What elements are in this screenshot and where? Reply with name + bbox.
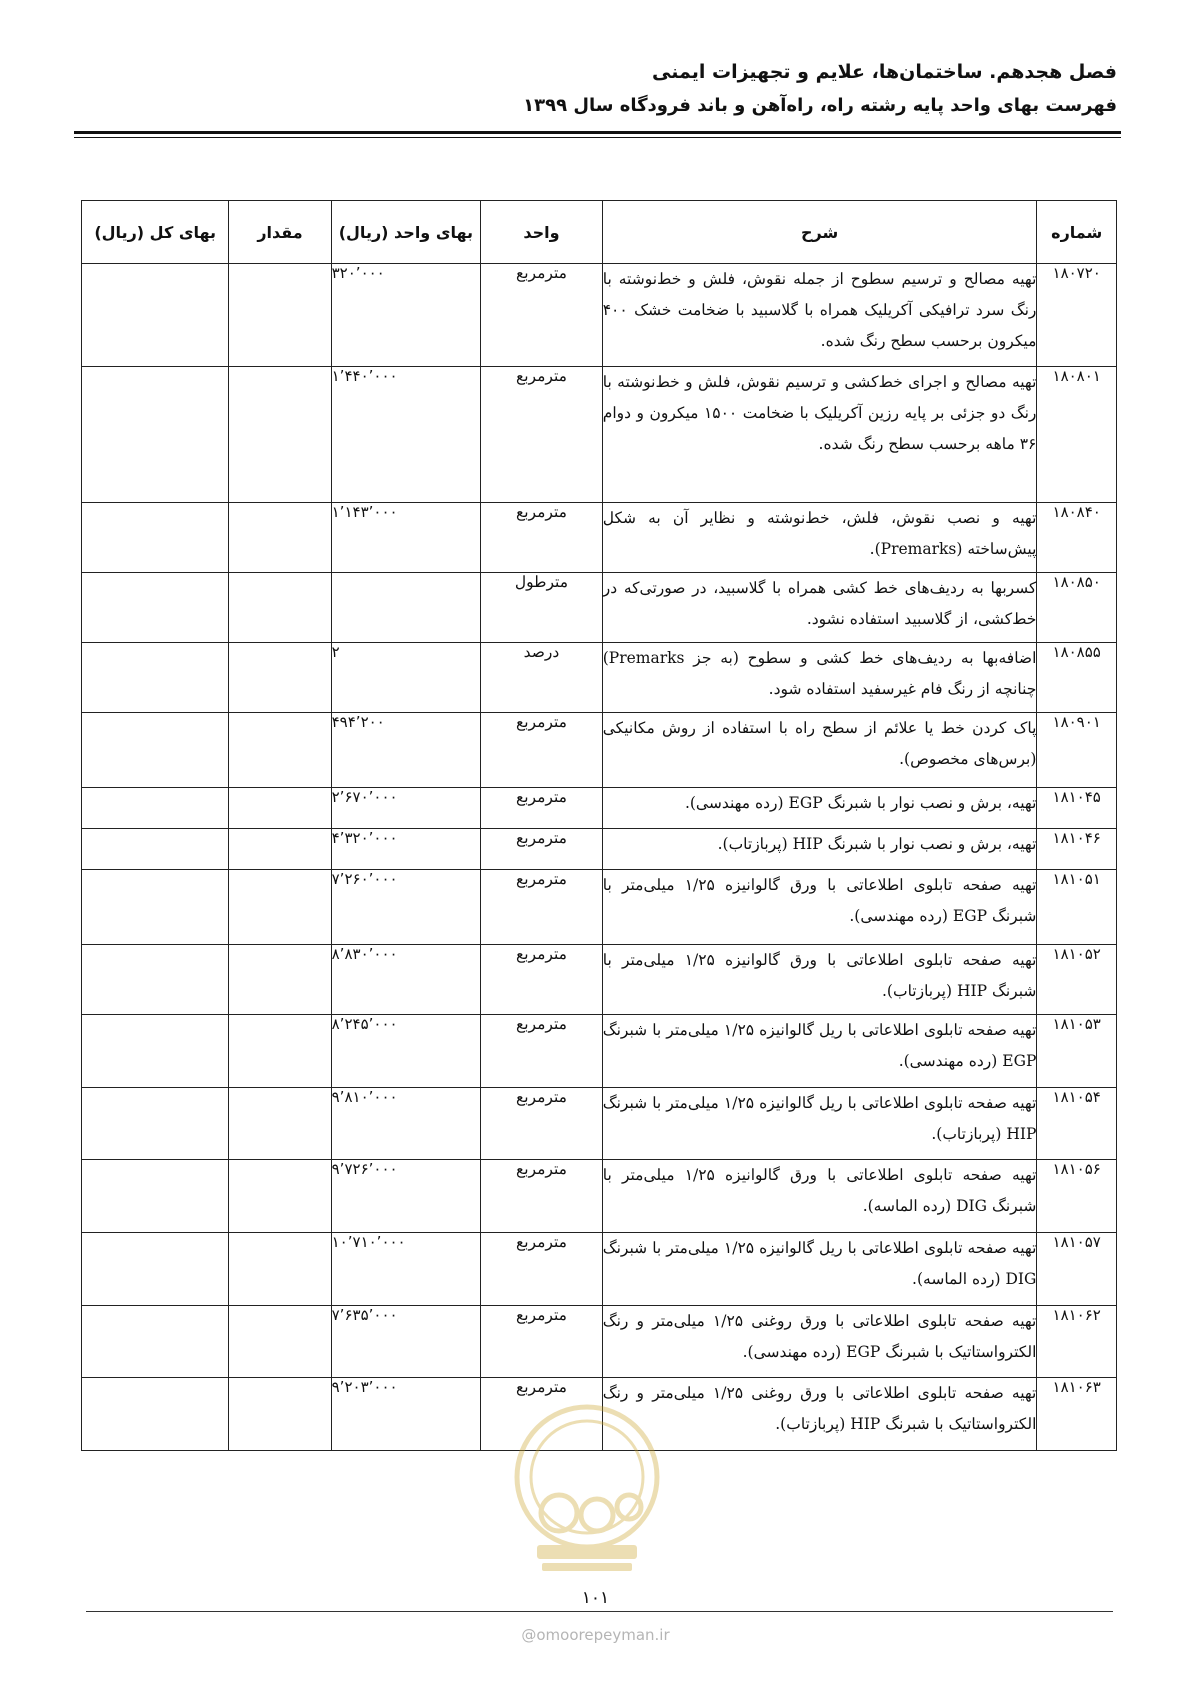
item-code: ۱۸۱۰۵۷ xyxy=(1037,1233,1117,1306)
item-unit-price: ۲ xyxy=(331,643,481,713)
table-row xyxy=(82,870,1117,945)
item-quantity xyxy=(229,713,331,788)
item-code: ۱۸۱۰۵۴ xyxy=(1037,1088,1117,1160)
header-rule-thin xyxy=(74,137,1121,138)
item-unit-price: ۹٬۷۲۶٬۰۰۰ xyxy=(331,1160,481,1233)
item-unit-price: ۷٬۶۳۵٬۰۰۰ xyxy=(331,1306,481,1378)
item-unit: مترمربع xyxy=(481,503,603,573)
item-code: ۱۸۱۰۵۳ xyxy=(1037,1015,1117,1088)
item-quantity xyxy=(229,1378,331,1451)
item-total xyxy=(82,1378,229,1451)
table-row xyxy=(82,1306,1117,1378)
table-row xyxy=(82,1233,1117,1306)
item-unit: مترمربع xyxy=(481,713,603,788)
item-unit: مترمربع xyxy=(481,788,603,829)
item-unit: درصد xyxy=(481,643,603,713)
table-row xyxy=(82,788,1117,829)
item-quantity xyxy=(229,788,331,829)
item-quantity xyxy=(229,1015,331,1088)
col-header-qty: مقدار xyxy=(229,201,331,264)
item-description: تهیه مصالح و ترسیم سطوح از جمله نقوش، فلش و خط‌نوشته با رنگ سرد ترافیکی آکریلیک همراه با گلاسبید با ضخامت خشک ۴۰۰ میکرون برحسب سطح رنگ شده. xyxy=(602,264,1037,367)
item-code: ۱۸۱۰۵۶ xyxy=(1037,1160,1117,1233)
website-credit: @omoorepeyman.ir xyxy=(521,1626,670,1644)
item-unit: مترمربع xyxy=(481,264,603,367)
item-description: پاک کردن خط یا علائم از سطح راه با استفاده از روش مکانیکی (برس‌های مخصوص). xyxy=(602,713,1037,788)
item-description: اضافه‌بها به ردیف‌های خط کشی و سطوح (به جز Premarks) چنانچه از رنگ فام غیرسفید استفاده شود. xyxy=(602,643,1037,713)
item-code: ۱۸۰۷۲۰ xyxy=(1037,264,1117,367)
table-row xyxy=(82,1160,1117,1233)
item-total xyxy=(82,788,229,829)
item-quantity xyxy=(229,367,331,503)
item-unit: مترمربع xyxy=(481,829,603,870)
item-code: ۱۸۰۸۴۰ xyxy=(1037,503,1117,573)
item-quantity xyxy=(229,264,331,367)
item-code: ۱۸۱۰۵۲ xyxy=(1037,945,1117,1015)
item-quantity xyxy=(229,945,331,1015)
item-total xyxy=(82,829,229,870)
item-quantity xyxy=(229,643,331,713)
table-row xyxy=(82,829,1117,870)
table-row xyxy=(82,945,1117,1015)
item-total xyxy=(82,643,229,713)
item-unit: مترمربع xyxy=(481,945,603,1015)
item-description: تهیه، برش و نصب نوار با شبرنگ HIP (پربازتاب). xyxy=(602,829,1037,870)
item-unit: مترمربع xyxy=(481,870,603,945)
item-description: کسربها به ردیف‌های خط کشی همراه با گلاسبید، در صورتی‌که در خط‌کشی، از گلاسبید استفاده نشود. xyxy=(602,573,1037,643)
item-unit-price: ۹٬۸۱۰٬۰۰۰ xyxy=(331,1088,481,1160)
table-row xyxy=(82,1378,1117,1451)
item-description: تهیه صفحه تابلوی اطلاعاتی با ورق روغنی ۱/۲۵ میلی‌متر و رنگ الکترواستاتیک با شبرنگ HIP (پربازتاب). xyxy=(602,1378,1037,1451)
item-unit-price: ۳۲۰٬۰۰۰ xyxy=(331,264,481,367)
item-code: ۱۸۱۰۵۱ xyxy=(1037,870,1117,945)
col-header-unit-price: بهای واحد (ریال) xyxy=(331,201,481,264)
price-table xyxy=(81,200,1117,1451)
table-row xyxy=(82,1088,1117,1160)
item-code: ۱۸۰۹۰۱ xyxy=(1037,713,1117,788)
item-total xyxy=(82,713,229,788)
page-number: ۱۰۱ xyxy=(581,1588,610,1608)
item-total xyxy=(82,367,229,503)
item-unit-price: ۱٬۴۴۰٬۰۰۰ xyxy=(331,367,481,503)
item-unit: مترطول xyxy=(481,573,603,643)
item-description: تهیه صفحه تابلوی اطلاعاتی با ورق روغنی ۱/۲۵ میلی‌متر و رنگ الکترواستاتیک با شبرنگ EGP (رده مهندسی). xyxy=(602,1306,1037,1378)
item-code: ۱۸۱۰۶۲ xyxy=(1037,1306,1117,1378)
item-description: تهیه صفحه تابلوی اطلاعاتی با ریل گالوانیزه ۱/۲۵ میلی‌متر با شبرنگ HIP (پربازتاب). xyxy=(602,1088,1037,1160)
footer-rule xyxy=(86,1611,1113,1612)
page-header xyxy=(74,58,1117,120)
table-header-row xyxy=(82,201,1117,264)
item-unit: مترمربع xyxy=(481,1015,603,1088)
table-row xyxy=(82,573,1117,643)
item-unit-price: ۹٬۲۰۳٬۰۰۰ xyxy=(331,1378,481,1451)
item-total xyxy=(82,1306,229,1378)
item-total xyxy=(82,1015,229,1088)
item-unit-price: ۸٬۲۴۵٬۰۰۰ xyxy=(331,1015,481,1088)
col-header-total: بهای کل (ریال) xyxy=(82,201,229,264)
item-code: ۱۸۰۸۵۵ xyxy=(1037,643,1117,713)
col-header-unit: واحد xyxy=(481,201,603,264)
item-unit: مترمربع xyxy=(481,367,603,503)
item-unit: مترمربع xyxy=(481,1160,603,1233)
item-total xyxy=(82,503,229,573)
item-total xyxy=(82,870,229,945)
item-total xyxy=(82,264,229,367)
item-unit: مترمربع xyxy=(481,1306,603,1378)
table-row xyxy=(82,1015,1117,1088)
table-row xyxy=(82,713,1117,788)
item-total xyxy=(82,1233,229,1306)
item-description: تهیه، برش و نصب نوار با شبرنگ EGP (رده مهندسی). xyxy=(602,788,1037,829)
item-code: ۱۸۰۸۰۱ xyxy=(1037,367,1117,503)
item-description: تهیه مصالح و اجرای خط‌کشی و ترسیم نقوش، فلش و خط‌نوشته با رنگ دو جزئی بر پایه رزین آکریلیک با ضخامت ۱۵۰۰ میکرون و دوام ۳۶ ماهه برحسب سطح رنگ شده. xyxy=(602,367,1037,503)
item-total xyxy=(82,573,229,643)
item-unit-price: ۲٬۶۷۰٬۰۰۰ xyxy=(331,788,481,829)
item-unit-price: ۴٬۳۲۰٬۰۰۰ xyxy=(331,829,481,870)
table-row xyxy=(82,264,1117,367)
item-quantity xyxy=(229,870,331,945)
item-quantity xyxy=(229,1160,331,1233)
chapter-title: فصل هجدهم. ساختمان‌ها، علایم و تجهیزات ایمنی xyxy=(652,61,1117,83)
item-quantity xyxy=(229,1088,331,1160)
item-code: ۱۸۱۰۴۵ xyxy=(1037,788,1117,829)
item-unit: مترمربع xyxy=(481,1088,603,1160)
col-header-code: شماره xyxy=(1037,201,1117,264)
table-row xyxy=(82,503,1117,573)
item-unit-price: ۷٬۲۶۰٬۰۰۰ xyxy=(331,870,481,945)
item-quantity xyxy=(229,503,331,573)
item-description: تهیه صفحه تابلوی اطلاعاتی با ورق گالوانیزه ۱/۲۵ میلی‌متر با شبرنگ DIG (رده الماسه). xyxy=(602,1160,1037,1233)
item-description: تهیه صفحه تابلوی اطلاعاتی با ریل گالوانیزه ۱/۲۵ میلی‌متر با شبرنگ DIG (رده الماسه). xyxy=(602,1233,1037,1306)
item-code: ۱۸۱۰۴۶ xyxy=(1037,829,1117,870)
item-unit-price: ۸٬۸۳۰٬۰۰۰ xyxy=(331,945,481,1015)
item-total xyxy=(82,945,229,1015)
item-description: تهیه صفحه تابلوی اطلاعاتی با ورق گالوانیزه ۱/۲۵ میلی‌متر با شبرنگ HIP (پربازتاب). xyxy=(602,945,1037,1015)
item-unit-price xyxy=(331,573,481,643)
item-description: تهیه صفحه تابلوی اطلاعاتی با ورق گالوانیزه ۱/۲۵ میلی‌متر با شبرنگ EGP (رده مهندسی). xyxy=(602,870,1037,945)
item-unit: مترمربع xyxy=(481,1233,603,1306)
item-quantity xyxy=(229,1306,331,1378)
item-unit-price: ۱۰٬۷۱۰٬۰۰۰ xyxy=(331,1233,481,1306)
item-total xyxy=(82,1160,229,1233)
item-quantity xyxy=(229,573,331,643)
item-unit: مترمربع xyxy=(481,1378,603,1451)
table-row xyxy=(82,643,1117,713)
item-code: ۱۸۰۸۵۰ xyxy=(1037,573,1117,643)
item-unit-price: ۴۹۴٬۲۰۰ xyxy=(331,713,481,788)
item-total xyxy=(82,1088,229,1160)
col-header-desc: شرح xyxy=(602,201,1037,264)
item-description: تهیه صفحه تابلوی اطلاعاتی با ریل گالوانیزه ۱/۲۵ میلی‌متر با شبرنگ EGP (رده مهندسی). xyxy=(602,1015,1037,1088)
header-rule-thick xyxy=(74,131,1121,134)
table-row xyxy=(82,367,1117,503)
item-description: تهیه و نصب نقوش، فلش، خط‌نوشته و نظایر آن به شکل پیش‌ساخته (Premarks). xyxy=(602,503,1037,573)
item-unit-price: ۱٬۱۴۳٬۰۰۰ xyxy=(331,503,481,573)
item-quantity xyxy=(229,1233,331,1306)
price-list-title: فهرست بهای واحد پایه رشته راه، راه‌آهن و باند فرودگاه سال ۱۳۹۹ xyxy=(523,95,1117,116)
item-quantity xyxy=(229,829,331,870)
item-code: ۱۸۱۰۶۳ xyxy=(1037,1378,1117,1451)
